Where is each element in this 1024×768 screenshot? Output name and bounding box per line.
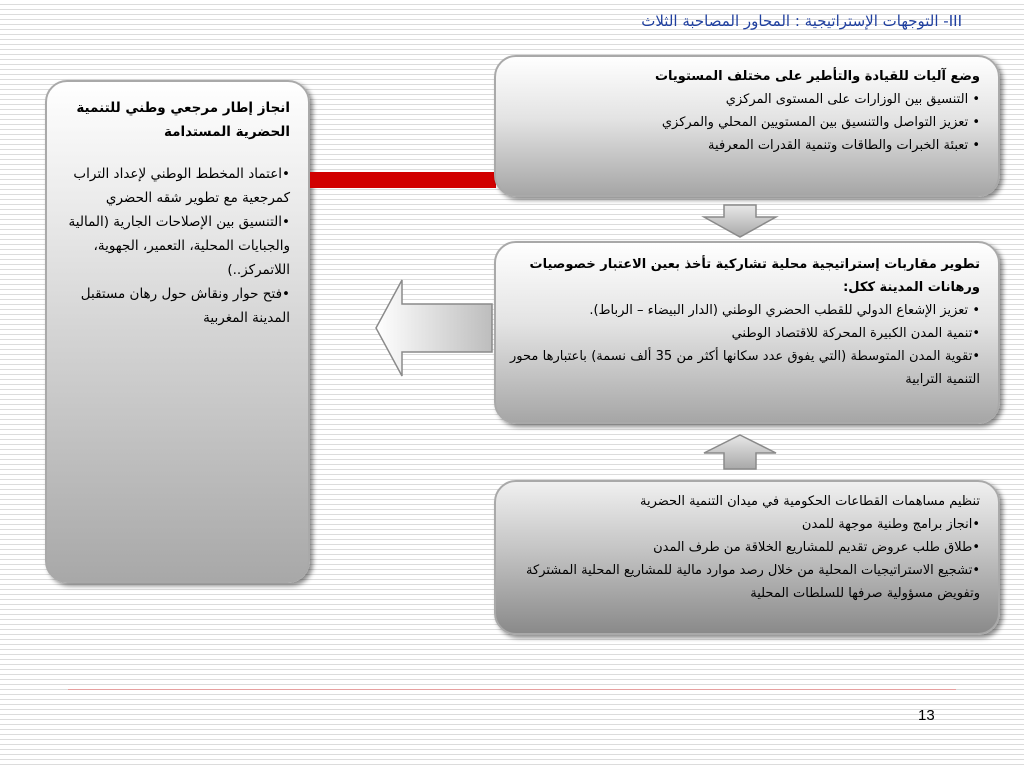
left-box-heading: انجاز إطار مرجعي وطني للتنمية الحضرية المستدامة bbox=[76, 100, 290, 140]
box3-heading: تنظيم مساهمات القطاعات الحكومية في ميدان التنمية الحضرية bbox=[640, 494, 980, 509]
list-item: • انجاز برامج وطنية موجهة للمدن bbox=[510, 513, 980, 536]
left-box-list bbox=[61, 162, 290, 330]
box2-heading: تطوير مقاربات إستراتيجية محلية تشاركية تأخذ بعين الاعتبار خصوصيات ورهانات المدينة ككل: bbox=[529, 257, 980, 295]
page-number: 13 bbox=[918, 707, 935, 724]
red-connector-bar bbox=[310, 172, 496, 188]
list-item: • التنسيق بين الوزارات على المستوى المركزي bbox=[510, 88, 980, 111]
list-item: • تعبئة الخبرات والطاقات وتنمية القدرات المعرفية bbox=[510, 134, 980, 157]
footer-divider bbox=[68, 689, 956, 690]
list-item: • تعزيز الإشعاع الدولي للقطب الحضري الوطني (الدار البيضاء – الرباط). bbox=[510, 299, 980, 322]
down-arrow-icon bbox=[700, 203, 780, 239]
leadership-mechanisms-box bbox=[494, 55, 1000, 197]
list-item: • فتح حوار ونقاش حول رهان مستقبل المدينة المغربية bbox=[61, 282, 290, 330]
up-arrow-icon bbox=[700, 433, 780, 471]
list-item: • تعزيز التواصل والتنسيق بين المستويين المحلي والمركزي bbox=[510, 111, 980, 134]
government-sectors-box bbox=[494, 480, 1000, 635]
list-item: • تقوية المدن المتوسطة (التي يفوق عدد سكانها أكثر من 35 ألف نسمة) باعتبارها محور التنمية الترابية bbox=[510, 345, 980, 391]
list-item: • تنمية المدن الكبيرة المحركة للاقتصاد الوطني bbox=[510, 322, 980, 345]
list-item: • التنسيق بين الإصلاحات الجارية (المالية والجبايات المحلية، التعمير، الجهوية، اللاتمركز..) bbox=[61, 210, 290, 282]
box1-list bbox=[510, 88, 980, 157]
list-item: • اعتماد المخطط الوطني لإعداد التراب كمرجعية مع تطوير شقه الحضري bbox=[61, 162, 290, 210]
left-arrow-icon bbox=[372, 276, 496, 380]
national-framework-box bbox=[45, 80, 310, 583]
list-item: • تشجيع الاستراتيجيات المحلية من خلال رصد موارد مالية للمشاريع المحلية المشتركة وتفويض مسؤولية صرفها للسلطات المحلية bbox=[510, 559, 980, 605]
slide-title: III- التوجهات الإستراتيجية : المحاور المصاحبة الثلاث bbox=[641, 12, 962, 30]
local-strategies-box bbox=[494, 241, 1000, 424]
box2-list bbox=[510, 299, 980, 391]
box3-list bbox=[510, 513, 980, 605]
box1-heading: وضع آليات للقيادة والتأطير على مختلف المستويات bbox=[654, 69, 980, 84]
list-item: • طلاق طلب عروض تقديم للمشاريع الخلاقة من طرف المدن bbox=[510, 536, 980, 559]
